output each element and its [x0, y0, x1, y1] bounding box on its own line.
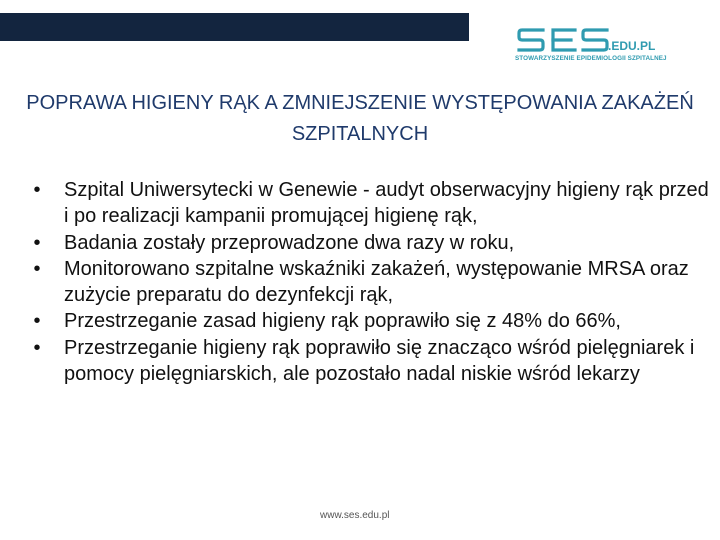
bullet-text: Przestrzeganie higieny rąk poprawiło się znacząco wśród pielęgniarek i pomocy pielęgniarskich, ale pozostało nadal niskie wśród lekarzy	[64, 336, 695, 386]
slide-title: POPRAWA HIGIENY RĄK A ZMNIEJSZENIE WYSTĘPOWANIA ZAKAŻEŃ SZPITALNYCH	[26, 92, 694, 145]
bullet-item	[30, 177, 710, 230]
ses-logo-graphic	[515, 22, 660, 56]
bullet-text: Przestrzeganie zasad higieny rąk poprawiło się z 48% do 66%,	[64, 310, 621, 333]
bullet-text: Monitorowano szpitalne wskaźniki zakażeń, występowanie MRSA oraz zużycie preparatu do dezynfekcji rąk,	[64, 257, 689, 307]
bullet-dot: •	[33, 231, 41, 254]
bullet-item	[30, 308, 710, 334]
bullet-text: Szpital Uniwersytecki w Genewie - audyt obserwacyjny higieny rąk przed i po realizacji kampanii promującej higienę rąk,	[64, 179, 709, 228]
logo-subtitle: STOWARZYSZENIE EPIDEMIOLOGII SZPITALNEJ	[515, 55, 667, 62]
bullet-text: Badania zostały przeprowadzone dwa razy w roku,	[64, 231, 515, 254]
ses-logo	[515, 22, 667, 70]
bullet-dot: •	[33, 336, 41, 359]
logo-domain: .EDU.PL	[608, 39, 656, 53]
bullet-item	[30, 230, 710, 256]
bullet-list	[30, 177, 710, 387]
footer-url: www.ses.edu.pl	[320, 510, 390, 521]
bullet-dot: •	[33, 179, 41, 201]
bullet-dot: •	[33, 257, 41, 280]
bullet-dot: •	[33, 310, 41, 333]
bullet-item	[30, 256, 710, 309]
header-bar	[0, 13, 469, 41]
bullet-item	[30, 335, 710, 388]
